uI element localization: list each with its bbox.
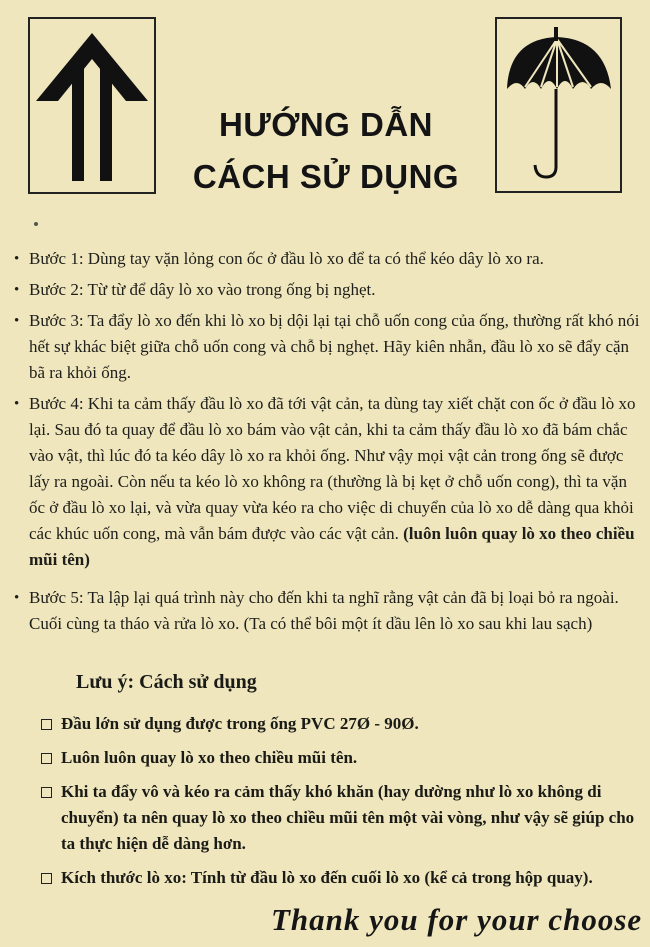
keep-dry-umbrella-icon [497,19,620,191]
step-1: • Bước 1: Dùng tay vặn lỏng con ốc ở đầu lò xo để ta có thể kéo dây lò xo ra. [14,249,544,268]
step-3: • Bước 3: Ta đẩy lò xo đến khi lò xo bị dội lại tại chỗ uốn cong của ống, thường rất khó nói hết sự khác biệt giữa chỗ uốn cong và chỗ bị nghẹt. Hãy kiên nhẫn, đầu lò xo sẽ đẩy cặn bã ra khỏi ống. [14,311,640,382]
ink-speck [34,222,38,226]
checkbox-icon [41,753,52,764]
checkbox-icon [41,873,52,884]
this-way-up-arrows-icon [30,19,154,192]
notes-heading: Lưu ý: Cách sử dụng [76,671,257,693]
note-item: Kích thước lò xo: Tính từ đầu lò xo đến cuối lò xo (kể cả trong hộp quay). [40,865,646,891]
page-title: HƯỚNG DẪN [218,106,434,143]
note-item: Luôn luôn quay lò xo theo chiều mũi tên. [40,745,646,771]
step-4-emphasis: (luôn luôn quay lò xo theo chiều mũi tên) [29,524,635,569]
step-5: • Bước 5: Ta lập lại quá trình này cho đến khi ta nghĩ rằng vật cản đã bị loại bỏ ra ngoài. Cuối cùng ta tháo và rửa lò xo. (Ta có thể bôi một ít dầu lên lò xo sau khi lau sạch) [14,588,619,633]
step-4: • Bước 4: Khi ta cảm thấy đầu lò xo đã tới vật cản, ta dùng tay xiết chặt con ốc ở đầu lò xo lại. Sau đó ta quay để đầu lò xo bám vào vật cản, khi ta cảm thấy đầu lò xo đã bám chắc vào vật, thì lúc đó ta kéo dây lò xo ra khỏi ống. Như vậy mọi vật cản trong ống sẽ được lấy ra ngoài. Còn nếu ta kéo lò xo không ra (thường là bị kẹt ở chỗ uốn cong), thì ta vặn ốc ở đầu lò xo lại, và vừa quay vừa kéo ra cho việc di chuyển của lò xo dễ dàng qua khỏi các khúc uốn cong, mà vẫn bám được vào các vật cản. (luôn luôn quay lò xo theo chiều mũi tên) [14,394,636,569]
note-item: Khi ta đẩy vô và kéo ra cảm thấy khó khăn (hay dường như lò xo không di chuyển) ta nên quay lò xo theo chiều mũi tên một vài vòng, như vậy sẽ giúp cho ta thực hiện dễ dàng hơn. [40,779,646,857]
instruction-steps [14,246,644,642]
this-way-up-box [28,17,156,194]
notes-list [40,711,646,899]
checkbox-icon [41,787,52,798]
thank-you-footer: Thank you for your choose [271,902,643,937]
keep-dry-box [495,17,622,193]
page-subtitle: CÁCH SỬ DỤNG [192,158,460,195]
note-item: Đầu lớn sử dụng được trong ống PVC 27Ø - 90Ø. [40,711,646,737]
checkbox-icon [41,719,52,730]
step-2: • Bước 2: Từ từ để dây lò xo vào trong ống bị nghẹt. [14,280,376,299]
